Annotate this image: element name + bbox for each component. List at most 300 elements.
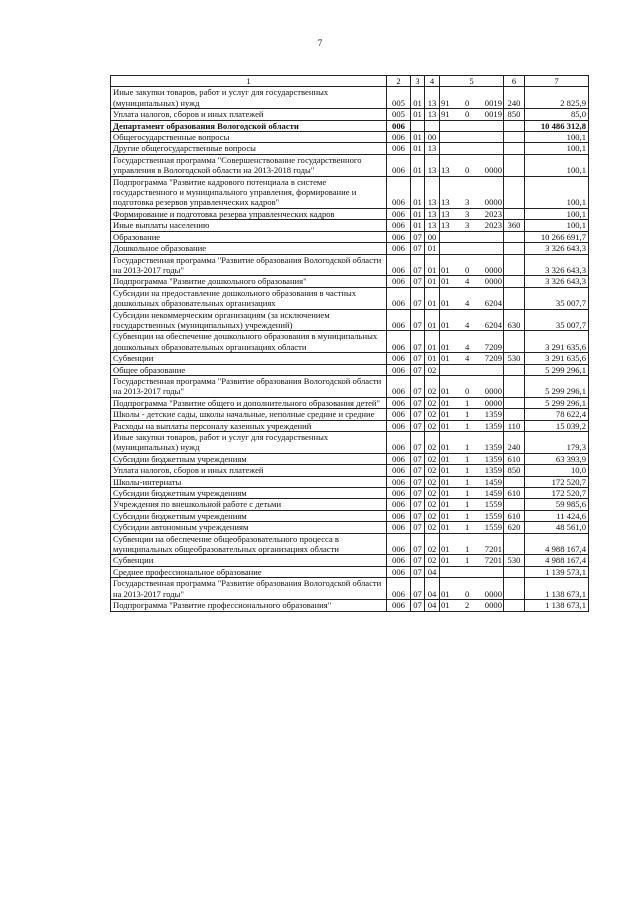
subsection-cell: 13 (425, 176, 440, 208)
target-article-cell (440, 176, 504, 208)
subsection-cell: 02 (425, 364, 440, 375)
expense-type-cell: 850 (504, 465, 525, 476)
row-name-cell: Другие общегосударственные вопросы (111, 143, 387, 154)
subsection-cell: 02 (425, 476, 440, 487)
table-row (111, 420, 589, 431)
target-article-part: 0000 (484, 397, 502, 408)
subsection-cell: 01 (425, 276, 440, 287)
target-article-part: 0 (465, 165, 470, 176)
table-row (111, 276, 589, 287)
target-article-cell (440, 243, 504, 254)
admin-code-cell: 005 (387, 109, 411, 120)
amount-cell: 35 007,7 (525, 287, 589, 309)
section-cell: 01 (411, 208, 425, 219)
subsection-cell: 02 (425, 510, 440, 521)
section-cell: 07 (411, 397, 425, 408)
row-name-cell: Субсидии бюджетным учреждениям (111, 488, 387, 499)
section-cell: 07 (411, 522, 425, 533)
target-article-cell (440, 488, 504, 499)
section-cell: 07 (411, 364, 425, 375)
target-article-part: 0019 (484, 109, 502, 120)
expense-type-cell (504, 176, 525, 208)
target-article-part: 13 (441, 208, 450, 219)
subsection-cell: 00 (425, 231, 440, 242)
amount-cell: 4 988 167,4 (525, 555, 589, 566)
row-name-cell: Департамент образования Вологодской области (111, 120, 387, 131)
row-name-cell: Подпрограмма "Развитие общего и дополнительного образования детей" (111, 397, 387, 408)
section-cell: 07 (411, 600, 425, 611)
amount-cell: 10 266 691,7 (525, 231, 589, 242)
section-cell: 07 (411, 465, 425, 476)
admin-code-cell: 006 (387, 453, 411, 464)
target-article-part: 4 (465, 276, 470, 287)
table-row (111, 476, 589, 487)
target-article-cell (440, 453, 504, 464)
table-row (111, 176, 589, 208)
section-cell: 07 (411, 309, 425, 331)
admin-code-cell: 006 (387, 420, 411, 431)
row-name-cell: Формирование и подготовка резерва управленческих кадров (111, 208, 387, 219)
section-cell: 07 (411, 510, 425, 521)
target-article-part: 4 (465, 353, 470, 364)
amount-cell: 1 139 573,1 (525, 566, 589, 577)
row-name-cell: Учреждения по внешкольной работе с детьми (111, 499, 387, 510)
expense-type-cell: 530 (504, 555, 525, 566)
target-article-cell (440, 120, 504, 131)
header-cell: 7 (525, 76, 589, 87)
target-article-part: 01 (441, 588, 450, 599)
section-cell: 07 (411, 578, 425, 600)
target-article-part: 01 (441, 264, 450, 275)
table-row (111, 453, 589, 464)
target-article-part: 0019 (484, 97, 502, 108)
header-cell: 6 (504, 76, 525, 87)
row-name-cell: Образование (111, 231, 387, 242)
amount-cell: 3 291 635,6 (525, 331, 589, 353)
target-article-part: 01 (441, 319, 450, 330)
table-row (111, 231, 589, 242)
amount-cell: 172 520,7 (525, 488, 589, 499)
target-article-part: 13 (441, 220, 450, 231)
target-article-part: 01 (441, 341, 450, 352)
section-cell (411, 120, 425, 131)
expense-type-cell: 610 (504, 510, 525, 521)
admin-code-cell: 006 (387, 254, 411, 276)
target-article-cell (440, 522, 504, 533)
header-cell: 1 (111, 76, 387, 87)
subsection-cell: 02 (425, 522, 440, 533)
target-article-part: 3 (465, 208, 470, 219)
target-article-part: 4 (465, 319, 470, 330)
admin-code-cell: 006 (387, 522, 411, 533)
expense-type-cell: 240 (504, 87, 525, 109)
table-row (111, 578, 589, 600)
target-article-part: 91 (441, 97, 450, 108)
expense-type-cell (504, 375, 525, 397)
expense-type-cell: 360 (504, 220, 525, 231)
subsection-cell: 13 (425, 220, 440, 231)
target-article-part: 1559 (484, 522, 502, 533)
target-article-part: 0000 (484, 386, 502, 397)
table-row (111, 132, 589, 143)
expense-type-cell: 610 (504, 453, 525, 464)
row-name-cell: Государственная программа "Развитие образования Вологодской области на 2013-2017 годы" (111, 578, 387, 600)
row-name-cell: Дошкольное образование (111, 243, 387, 254)
target-article-part: 0000 (484, 264, 502, 275)
amount-cell: 4 988 167,4 (525, 533, 589, 555)
subsection-cell: 13 (425, 208, 440, 219)
target-article-part: 0000 (484, 600, 502, 611)
subsection-cell (425, 120, 440, 131)
target-article-cell (440, 220, 504, 231)
target-article-part: 1 (465, 522, 470, 533)
subsection-cell: 02 (425, 420, 440, 431)
expense-type-cell (504, 254, 525, 276)
row-name-cell: Иные закупки товаров, работ и услуг для государственных (муниципальных) нужд (111, 87, 387, 109)
target-article-cell (440, 287, 504, 309)
subsection-cell: 02 (425, 409, 440, 420)
target-article-part: 01 (441, 298, 450, 309)
amount-cell: 100,1 (525, 143, 589, 154)
table-row (111, 397, 589, 408)
section-cell: 01 (411, 176, 425, 208)
section-cell: 01 (411, 220, 425, 231)
subsection-cell: 04 (425, 578, 440, 600)
target-article-cell (440, 600, 504, 611)
amount-cell: 63 393,9 (525, 453, 589, 464)
table-row (111, 499, 589, 510)
admin-code-cell: 006 (387, 555, 411, 566)
target-article-part: 7201 (484, 544, 502, 555)
subsection-cell: 02 (425, 453, 440, 464)
row-name-cell: Школы-интернаты (111, 476, 387, 487)
section-cell: 07 (411, 409, 425, 420)
target-article-part: 01 (441, 555, 450, 566)
expense-type-cell: 240 (504, 432, 525, 454)
amount-cell: 3 326 643,3 (525, 254, 589, 276)
table-row (111, 331, 589, 353)
expense-type-cell (504, 397, 525, 408)
admin-code-cell: 006 (387, 176, 411, 208)
subsection-cell: 01 (425, 331, 440, 353)
amount-cell: 85,0 (525, 109, 589, 120)
target-article-part: 1 (465, 442, 470, 453)
section-cell: 07 (411, 254, 425, 276)
target-article-part: 01 (441, 544, 450, 555)
amount-cell: 100,1 (525, 220, 589, 231)
admin-code-cell: 006 (387, 154, 411, 176)
section-cell: 07 (411, 243, 425, 254)
target-article-part: 01 (441, 276, 450, 287)
row-name-cell: Уплата налогов, сборов и иных платежей (111, 465, 387, 476)
target-article-cell (440, 499, 504, 510)
target-article-part: 3 (465, 220, 470, 231)
amount-cell: 5 299 296,1 (525, 397, 589, 408)
target-article-part: 1559 (484, 499, 502, 510)
amount-cell: 100,1 (525, 154, 589, 176)
target-article-part: 01 (441, 499, 450, 510)
expense-type-cell: 610 (504, 488, 525, 499)
amount-cell: 5 299 296,1 (525, 375, 589, 397)
admin-code-cell: 006 (387, 465, 411, 476)
amount-cell: 179,3 (525, 432, 589, 454)
target-article-part: 01 (441, 600, 450, 611)
target-article-part: 1 (465, 397, 470, 408)
admin-code-cell: 006 (387, 476, 411, 487)
target-article-cell (440, 331, 504, 353)
subsection-cell: 01 (425, 243, 440, 254)
target-article-cell (440, 432, 504, 454)
admin-code-cell: 006 (387, 397, 411, 408)
target-article-cell (440, 87, 504, 109)
expense-type-cell (504, 243, 525, 254)
row-name-cell: Уплата налогов, сборов и иных платежей (111, 109, 387, 120)
target-article-part: 1 (465, 499, 470, 510)
admin-code-cell: 006 (387, 353, 411, 364)
subsection-cell: 02 (425, 375, 440, 397)
expense-type-cell (504, 409, 525, 420)
expense-type-cell (504, 143, 525, 154)
row-name-cell: Среднее профессиональное образование (111, 566, 387, 577)
table-row (111, 154, 589, 176)
target-article-part: 01 (441, 488, 450, 499)
admin-code-cell: 006 (387, 143, 411, 154)
target-article-cell (440, 533, 504, 555)
amount-cell: 3 291 635,6 (525, 353, 589, 364)
admin-code-cell: 006 (387, 600, 411, 611)
section-cell: 01 (411, 109, 425, 120)
target-article-part: 6204 (484, 319, 502, 330)
section-cell: 07 (411, 476, 425, 487)
admin-code-cell: 006 (387, 533, 411, 555)
subsection-cell: 02 (425, 432, 440, 454)
table-row (111, 254, 589, 276)
amount-cell: 11 424,6 (525, 510, 589, 521)
subsection-cell: 02 (425, 555, 440, 566)
table-row (111, 566, 589, 577)
table-row (111, 533, 589, 555)
target-article-cell (440, 208, 504, 219)
admin-code-cell: 006 (387, 364, 411, 375)
admin-code-cell: 006 (387, 578, 411, 600)
subsection-cell: 04 (425, 600, 440, 611)
admin-code-cell: 006 (387, 566, 411, 577)
admin-code-cell: 006 (387, 276, 411, 287)
row-name-cell: Государственная программа "Развитие образования Вологодской области на 2013-2017 годы" (111, 254, 387, 276)
admin-code-cell: 006 (387, 499, 411, 510)
target-article-part: 01 (441, 465, 450, 476)
target-article-cell (440, 420, 504, 431)
expense-type-cell (504, 499, 525, 510)
admin-code-cell: 005 (387, 87, 411, 109)
amount-cell: 1 138 673,1 (525, 578, 589, 600)
admin-code-cell: 006 (387, 510, 411, 521)
target-article-cell (440, 364, 504, 375)
table-row (111, 220, 589, 231)
target-article-part: 01 (441, 453, 450, 464)
expense-type-cell (504, 364, 525, 375)
target-article-part: 1359 (484, 409, 502, 420)
target-article-part: 0 (465, 264, 470, 275)
table-row (111, 465, 589, 476)
row-name-cell: Подпрограмма "Развитие дошкольного образования" (111, 276, 387, 287)
row-name-cell: Государственная программа "Совершенствование государственного управления в Вологодской области на 2013-2018 годы" (111, 154, 387, 176)
amount-cell: 2 825,9 (525, 87, 589, 109)
subsection-cell: 02 (425, 533, 440, 555)
header-cell: 4 (425, 76, 440, 87)
table-row (111, 409, 589, 420)
section-cell: 07 (411, 287, 425, 309)
table-header-row (111, 76, 589, 87)
target-article-part: 13 (441, 197, 450, 208)
table-row (111, 109, 589, 120)
expense-type-cell (504, 476, 525, 487)
target-article-cell (440, 276, 504, 287)
target-article-part: 01 (441, 397, 450, 408)
expense-type-cell (504, 208, 525, 219)
expense-type-cell: 110 (504, 420, 525, 431)
subsection-cell: 01 (425, 309, 440, 331)
section-cell: 07 (411, 499, 425, 510)
target-article-part: 1459 (484, 476, 502, 487)
target-article-part: 0000 (484, 588, 502, 599)
expense-type-cell (504, 287, 525, 309)
subsection-cell: 01 (425, 287, 440, 309)
row-name-cell: Школы - детские сады, школы начальные, неполные средние и средние (111, 409, 387, 420)
target-article-part: 7201 (484, 555, 502, 566)
target-article-cell (440, 353, 504, 364)
expense-type-cell: 630 (504, 309, 525, 331)
section-cell: 07 (411, 420, 425, 431)
target-article-part: 0 (465, 97, 470, 108)
row-name-cell: Государственная программа "Развитие образования Вологодской области на 2013-2017 годы" (111, 375, 387, 397)
table-row (111, 522, 589, 533)
admin-code-cell: 006 (387, 132, 411, 143)
target-article-cell (440, 254, 504, 276)
expense-type-cell: 530 (504, 353, 525, 364)
subsection-cell: 02 (425, 465, 440, 476)
row-name-cell: Подпрограмма "Развитие профессионального образования" (111, 600, 387, 611)
admin-code-cell: 006 (387, 432, 411, 454)
amount-cell: 10 486 312,8 (525, 120, 589, 131)
header-cell: 3 (411, 76, 425, 87)
target-article-part: 3 (465, 197, 470, 208)
admin-code-cell: 006 (387, 120, 411, 131)
target-article-part: 1 (465, 420, 470, 431)
table-row (111, 353, 589, 364)
target-article-part: 1 (465, 488, 470, 499)
target-article-cell (440, 578, 504, 600)
target-article-cell (440, 375, 504, 397)
section-cell: 07 (411, 453, 425, 464)
amount-cell: 15 039,2 (525, 420, 589, 431)
target-article-part: 1 (465, 510, 470, 521)
amount-cell: 35 007,7 (525, 309, 589, 331)
target-article-part: 01 (441, 522, 450, 533)
section-cell: 07 (411, 331, 425, 353)
target-article-part: 1359 (484, 442, 502, 453)
admin-code-cell: 006 (387, 309, 411, 331)
target-article-part: 01 (441, 353, 450, 364)
target-article-part: 01 (441, 386, 450, 397)
target-article-cell (440, 397, 504, 408)
header-cell: 2 (387, 76, 411, 87)
target-article-part: 1 (465, 465, 470, 476)
header-cell: 5 (440, 76, 504, 87)
target-article-part: 01 (441, 476, 450, 487)
subsection-cell: 01 (425, 254, 440, 276)
section-cell: 07 (411, 533, 425, 555)
row-name-cell: Субвенции на обеспечение дошкольного образования в муниципальных дошкольных образовательных организациях области (111, 331, 387, 353)
admin-code-cell: 006 (387, 243, 411, 254)
target-article-part: 1459 (484, 488, 502, 499)
amount-cell: 3 326 643,3 (525, 243, 589, 254)
target-article-part: 1359 (484, 453, 502, 464)
target-article-part: 2023 (484, 208, 502, 219)
admin-code-cell: 006 (387, 287, 411, 309)
table-row (111, 208, 589, 219)
amount-cell: 59 985,6 (525, 499, 589, 510)
table-row (111, 375, 589, 397)
row-name-cell: Субсидии некоммерческим организациям (за исключением государственных (муниципальных) учреждений) (111, 309, 387, 331)
row-name-cell: Иные выплаты населению (111, 220, 387, 231)
subsection-cell: 13 (425, 143, 440, 154)
table-row (111, 364, 589, 375)
row-name-cell: Расходы на выплаты персоналу казенных учреждений (111, 420, 387, 431)
page-number: 7 (317, 38, 323, 48)
section-cell: 07 (411, 353, 425, 364)
target-article-part: 01 (441, 420, 450, 431)
target-article-cell (440, 132, 504, 143)
subsection-cell: 04 (425, 566, 440, 577)
target-article-part: 1359 (484, 465, 502, 476)
target-article-part: 0000 (484, 165, 502, 176)
table-row (111, 432, 589, 454)
admin-code-cell: 006 (387, 208, 411, 219)
amount-cell: 100,1 (525, 208, 589, 219)
target-article-part: 6204 (484, 298, 502, 309)
target-article-part: 1 (465, 544, 470, 555)
admin-code-cell: 006 (387, 488, 411, 499)
target-article-part: 91 (441, 109, 450, 120)
target-article-cell (440, 109, 504, 120)
subsection-cell: 01 (425, 353, 440, 364)
target-article-part: 1559 (484, 510, 502, 521)
target-article-part: 7209 (484, 341, 502, 352)
target-article-part: 1 (465, 453, 470, 464)
table-row (111, 287, 589, 309)
target-article-part: 2 (465, 600, 470, 611)
section-cell: 01 (411, 87, 425, 109)
admin-code-cell: 006 (387, 220, 411, 231)
section-cell: 07 (411, 231, 425, 242)
target-article-cell (440, 465, 504, 476)
section-cell: 07 (411, 555, 425, 566)
target-article-cell (440, 143, 504, 154)
amount-cell: 100,1 (525, 132, 589, 143)
target-article-cell (440, 555, 504, 566)
expense-type-cell (504, 132, 525, 143)
table-row (111, 120, 589, 131)
target-article-cell (440, 231, 504, 242)
target-article-part: 0000 (484, 276, 502, 287)
target-article-part: 01 (441, 442, 450, 453)
amount-cell: 10,0 (525, 465, 589, 476)
table-row (111, 87, 589, 109)
amount-cell: 172 520,7 (525, 476, 589, 487)
subsection-cell: 13 (425, 87, 440, 109)
target-article-cell (440, 409, 504, 420)
